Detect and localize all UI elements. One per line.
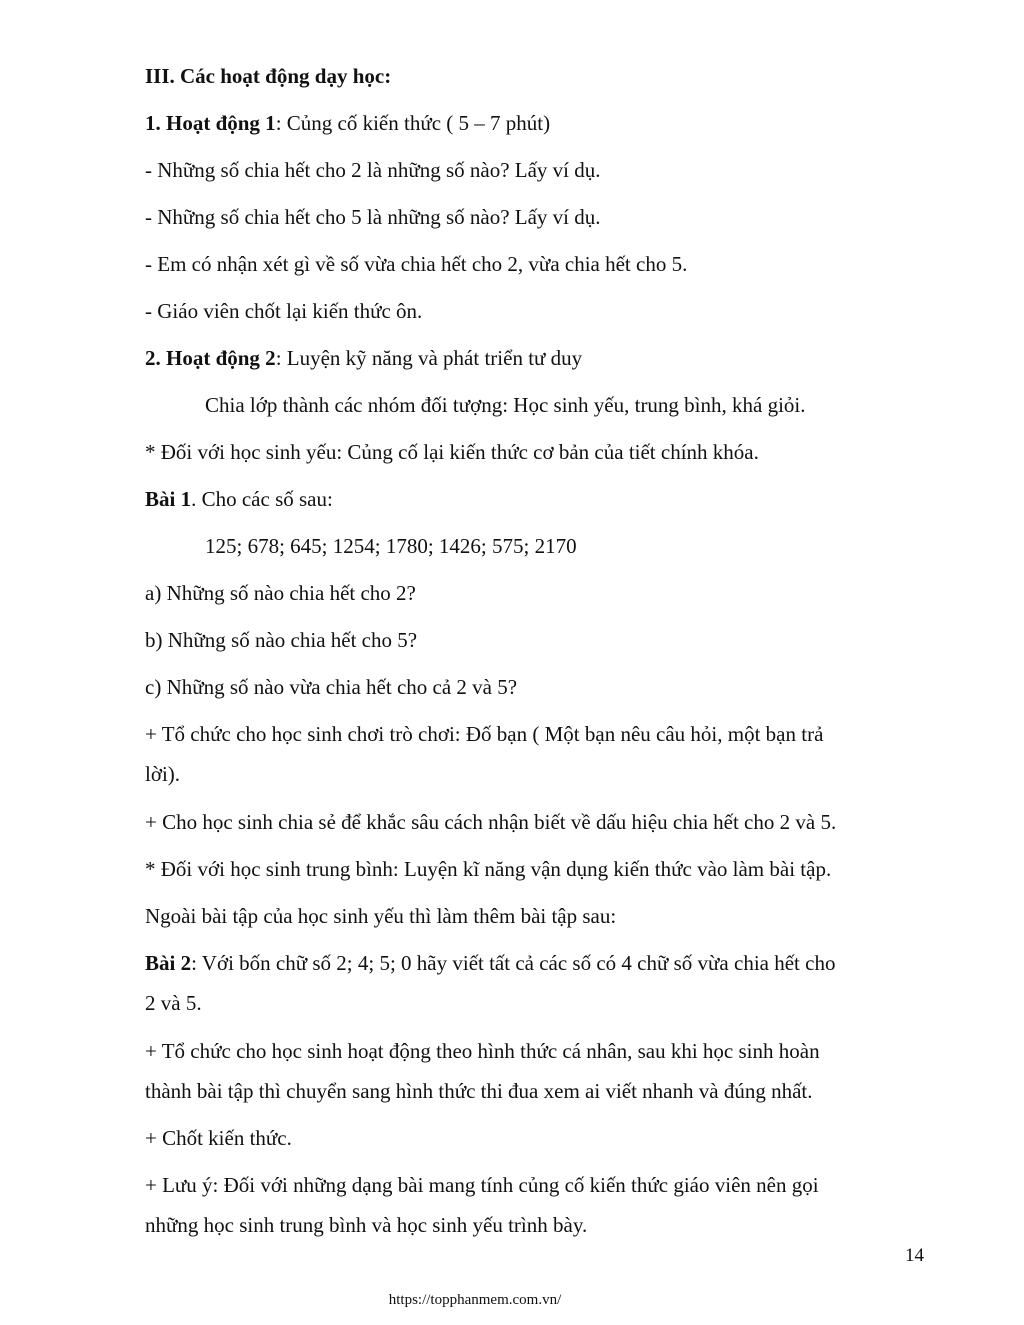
bai1-question: b) Những số nào chia hết cho 5? [145,628,418,652]
bai2-text-cont: 2 và 5. [145,991,202,1015]
game-line: + Tổ chức cho học sinh chơi trò chơi: Đố bạn ( Một bạn nêu câu hỏi, một bạn trả [145,722,824,746]
activity1-item: - Những số chia hết cho 2 là những số nào? Lấy ví dụ. [145,158,601,182]
conclude-line: + Chốt kiến thức. [145,1126,292,1150]
activity1-label: 1. Hoạt động 1 [145,111,276,135]
activity1-heading [145,109,944,137]
page-number: 14 [905,1245,924,1266]
bai2-heading [145,949,944,977]
note-line-cont: những học sinh trung bình và học sinh yếu trình bày. [145,1213,588,1237]
activity1-item: - Giáo viên chốt lại kiến thức ôn. [145,299,423,323]
groups-text: Chia lớp thành các nhóm đối tượng: Học sinh yếu, trung bình, khá giỏi. [205,393,806,417]
activity2-heading [145,344,944,372]
extra-exercise-text: Ngoài bài tập của học sinh yếu thì làm thêm bài tập sau: [145,904,617,928]
activity1-item: - Em có nhận xét gì về số vừa chia hết cho 2, vừa chia hết cho 5. [145,252,688,276]
activity1-item: - Những số chia hết cho 5 là những số nào? Lấy ví dụ. [145,205,601,229]
organize-line: + Tổ chức cho học sinh hoạt động theo hình thức cá nhân, sau khi học sinh hoàn [145,1039,820,1063]
organize-line-cont: thành bài tập thì chuyển sang hình thức thi đua xem ai viết nhanh và đúng nhất. [145,1079,813,1103]
bai1-question: a) Những số nào chia hết cho 2? [145,581,416,605]
bai1-label: Bài 1 [145,487,192,511]
note-line: + Lưu ý: Đối với những dạng bài mang tính củng cố kiến thức giáo viên nên gọi [145,1173,819,1197]
share-line: + Cho học sinh chia sẻ để khắc sâu cách nhận biết về dấu hiệu chia hết cho 2 và 5. [145,810,837,834]
weak-students-text: * Đối với học sinh yếu: Củng cố lại kiến thức cơ bản của tiết chính khóa. [145,440,759,464]
bai2-label: Bài 2 [145,951,192,975]
bai2-text: : Với bốn chữ số 2; 4; 5; 0 hãy viết tất cả các số có 4 chữ số vừa chia hết cho [191,951,836,975]
bai1-question: c) Những số nào vừa chia hết cho cả 2 và 5? [145,675,518,699]
activity2-label: 2. Hoạt động 2 [145,346,276,370]
game-line-cont: lời). [145,762,181,786]
bai1-numbers: 125; 678; 645; 1254; 1780; 1426; 575; 2170 [205,534,577,558]
average-students-text: * Đối với học sinh trung bình: Luyện kĩ năng vận dụng kiến thức vào làm bài tập. [145,857,832,881]
activity1-text: : Củng cố kiến thức ( 5 – 7 phút) [275,111,551,135]
activity2-text: : Luyện kỹ năng và phát triển tư duy [275,346,583,370]
footer-url[interactable]: https://topphanmem.com.vn/ [388,1292,562,1308]
bai1-heading [145,485,944,513]
section-title: III. Các hoạt động dạy học: [145,64,392,88]
bai1-text: . Cho các số sau: [191,487,333,511]
